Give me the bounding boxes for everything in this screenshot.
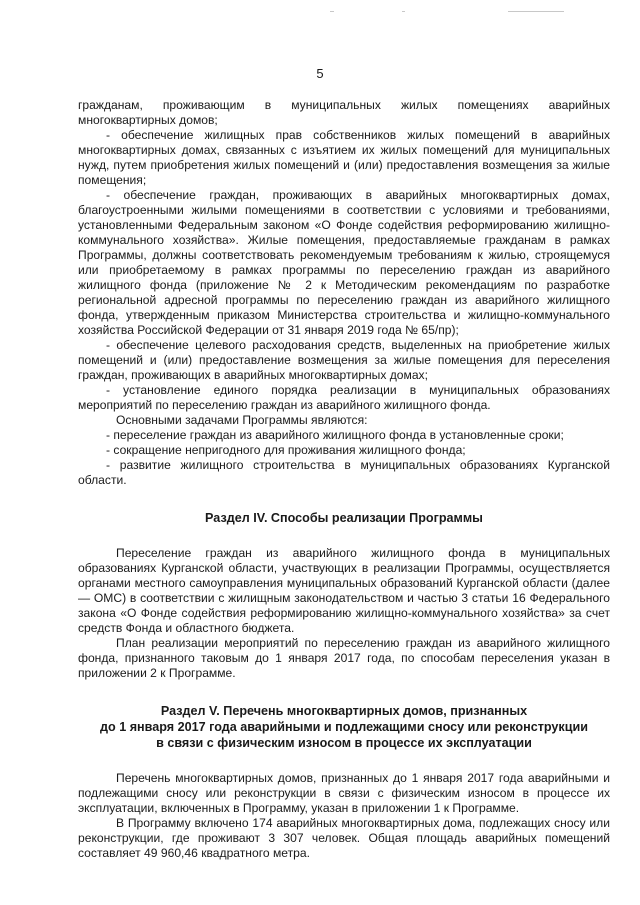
section-heading: Раздел V. Перечень многоквартирных домов, признанных: [160, 704, 528, 718]
list-item: - переселение граждан из аварийного жилищного фонда в установленные сроки;: [106, 428, 564, 442]
scan-artifact-line: [402, 11, 405, 12]
section-4: [78, 510, 610, 681]
page-number: 5: [316, 66, 324, 81]
list-item: - обеспечение граждан, проживающих в аварийных многоквартирных домах, благоустроенными жилыми помещениями в соответствии с условиями и требованиями, установленными Федеральным законом «О Фонде содействия реформированию жилищно-коммунального хозяйства». Жилые помещения, предоставляемые гражданам в рамках Программы, должны соответствовать рекомендуемым требованиям к жилью, строящемуся или приобретаемому в рамках программы по переселению граждан из аварийного жилищного фонда (приложение № 2 к Методическим рекомендациям по разработке региональной адресной программы по переселению граждан из аварийного жилищного фонда, утвержденным приказом Министерства строительства и жилищно-коммунального хозяйства Российской Федерации от 31 января 2019 года № 65/пр);: [78, 188, 610, 337]
scan-artifact-line: [508, 11, 564, 12]
list-item: - развитие жилищного строительства в муниципальных образованиях Курганской области.: [78, 458, 610, 487]
document-body: [78, 98, 610, 861]
section-heading: в связи с физическим износом в процессе их эксплуатации: [156, 736, 532, 750]
paragraph: Основными задачами Программы являются:: [116, 413, 368, 427]
paragraph: гражданам, проживающим в муниципальных жилых помещениях аварийных многоквартирных домов;: [78, 98, 610, 127]
scan-artifact-line: [330, 11, 334, 12]
paragraph: План реализации мероприятий по переселению граждан из аварийного жилищного фонда, признанного таковым до 1 января 2017 года, по способам переселения указан в приложении 2 к Программе.: [78, 636, 610, 680]
section-heading: Раздел IV. Способы реализации Программы: [205, 511, 483, 525]
paragraph: Перечень многоквартирных домов, признанных до 1 января 2017 года аварийными и подлежащими сносу или реконструкции в связи с физическим износом в процессе их эксплуатации, включенных в Программу, указан в приложении 1 к Программе.: [78, 771, 610, 815]
list-item: - обеспечение целевого расходования средств, выделенных на приобретение жилых помещений и (или) предоставление возмещения за жилые помещения для переселения граждан, проживающих в аварийных многоквартирных домах;: [78, 338, 610, 382]
list-item: - установление единого порядка реализации в муниципальных образованиях мероприятий по переселению граждан из аварийного жилищного фонда.: [78, 383, 610, 412]
list-item: - сокращение непригодного для проживания жилищного фонда;: [106, 443, 466, 457]
section-heading: до 1 января 2017 года аварийными и подлежащими сносу или реконструкции: [100, 720, 588, 734]
section-5: [78, 703, 610, 861]
list-item: - обеспечение жилищных прав собственников жилых помещений в аварийных многоквартирных домах, связанных с изъятием их жилых помещений для муниципальных нужд, путем приобретения жилых помещений и (или) предоставления возмещения за жилые помещения;: [78, 128, 610, 187]
paragraph: В Программу включено 174 аварийных многоквартирных дома, подлежащих сносу или реконструкции, где проживают 3 307 человек. Общая площадь аварийных помещений составляет 49 960,46 квадратного метра.: [78, 816, 610, 860]
program-goals-section: [78, 98, 610, 488]
paragraph: Переселение граждан из аварийного жилищного фонда в муниципальных образованиях Курганской области, участвующих в реализации Программы, осуществляется органами местного самоуправления муниципальных образований Курганской области (далее — ОМС) в соответствии с жилищным законодательством и частью 3 статьи 16 Федерального закона «О Фонде содействия реформированию жилищно-коммунального хозяйства» за счет средств Фонда и областного бюджета.: [78, 546, 610, 635]
